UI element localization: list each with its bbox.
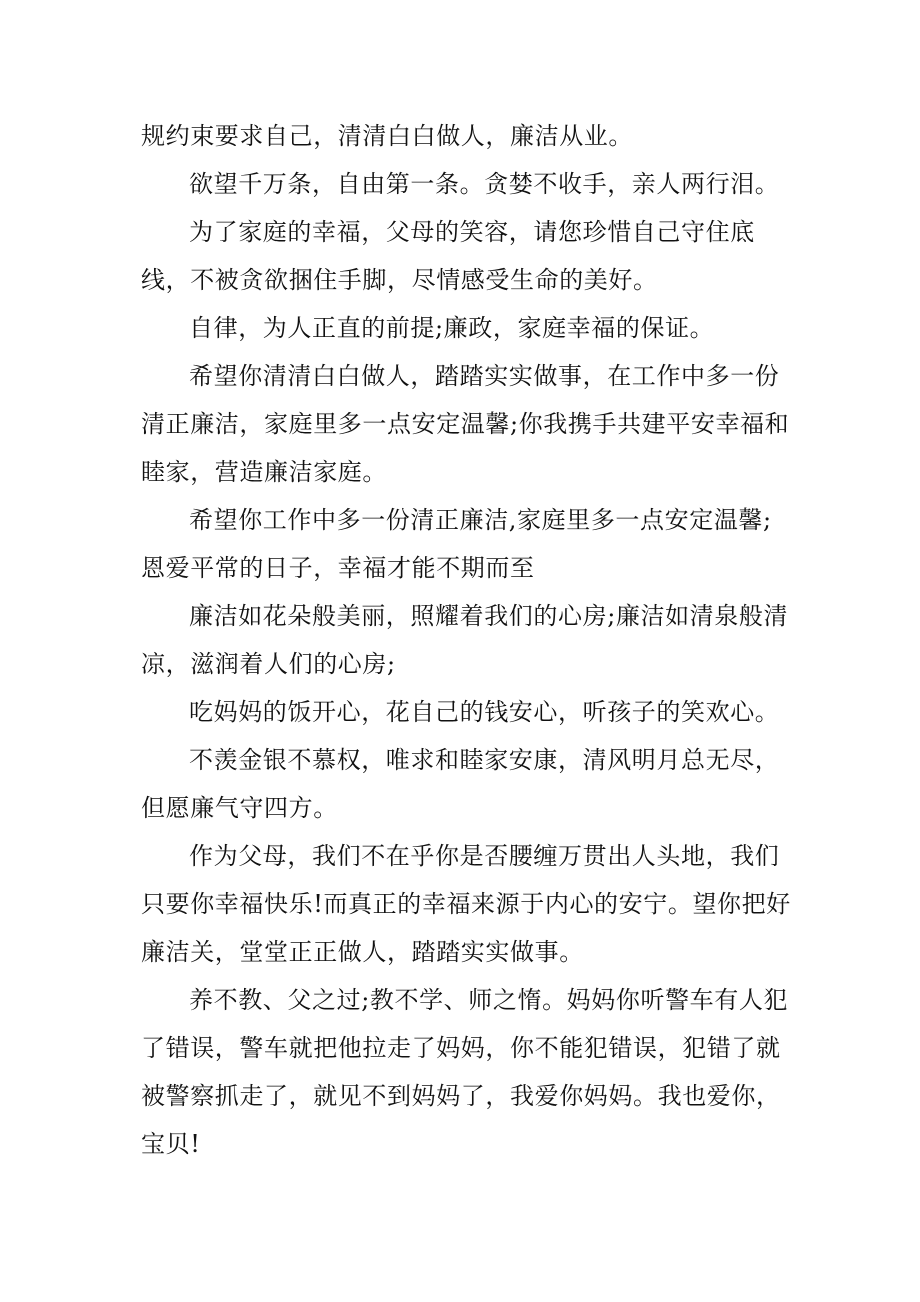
paragraph-7: 廉洁如花朵般美丽，照耀着我们的心房;廉洁如清泉般清凉，滋润着人们的心房;: [141, 602, 789, 678]
paragraph-3: 为了家庭的幸福，父母的笑容，请您珍惜自己守住底线，不被贪欲捆住手脚，尽情感受生命的美好。: [141, 218, 755, 294]
paragraph-5: 希望你清清白白做人，踏踏实实做事，在工作中多一份清正廉洁，家庭里多一点安定温馨;你我携手共建平安幸福和睦家，营造廉洁家庭。: [141, 362, 790, 486]
paragraph-11: 养不教、父之过;教不学、师之惰。妈妈你听警车有人犯了错误，警车就把他拉走了妈妈，你不能犯错误，犯错了就被警察抓走了，就见不到妈妈了，我爱你妈妈。我也爱你，宝贝!: [141, 986, 789, 1158]
paragraph-4: 自律，为人正直的前提;廉政，家庭幸福的保证。: [189, 314, 715, 342]
document-body: [141, 112, 791, 1168]
paragraph-2: 欲望千万条，自由第一条。贪婪不收手，亲人两行泪。: [189, 170, 780, 198]
paragraph-9: 不羡金银不慕权，唯求和睦家安康，清风明月总无尽，但愿廉气守四方。: [141, 746, 780, 822]
paragraph-8: 吃妈妈的饭开心，花自己的钱安心，听孩子的笑欢心。: [189, 698, 780, 726]
paragraph-10: 作为父母，我们不在乎你是否腰缠万贯出人头地，我们只要你幸福快乐!而真正的幸福来源于内心的安宁。望你把好廉洁关，堂堂正正做人，踏踏实实做事。: [141, 842, 791, 966]
paragraph-1: 规约束要求自己，清清白白做人，廉洁从业。: [141, 122, 633, 150]
paragraph-6: 希望你工作中多一份清正廉洁,家庭里多一点安定温馨;恩爱平常的日子，幸福才能不期而至: [141, 506, 772, 582]
